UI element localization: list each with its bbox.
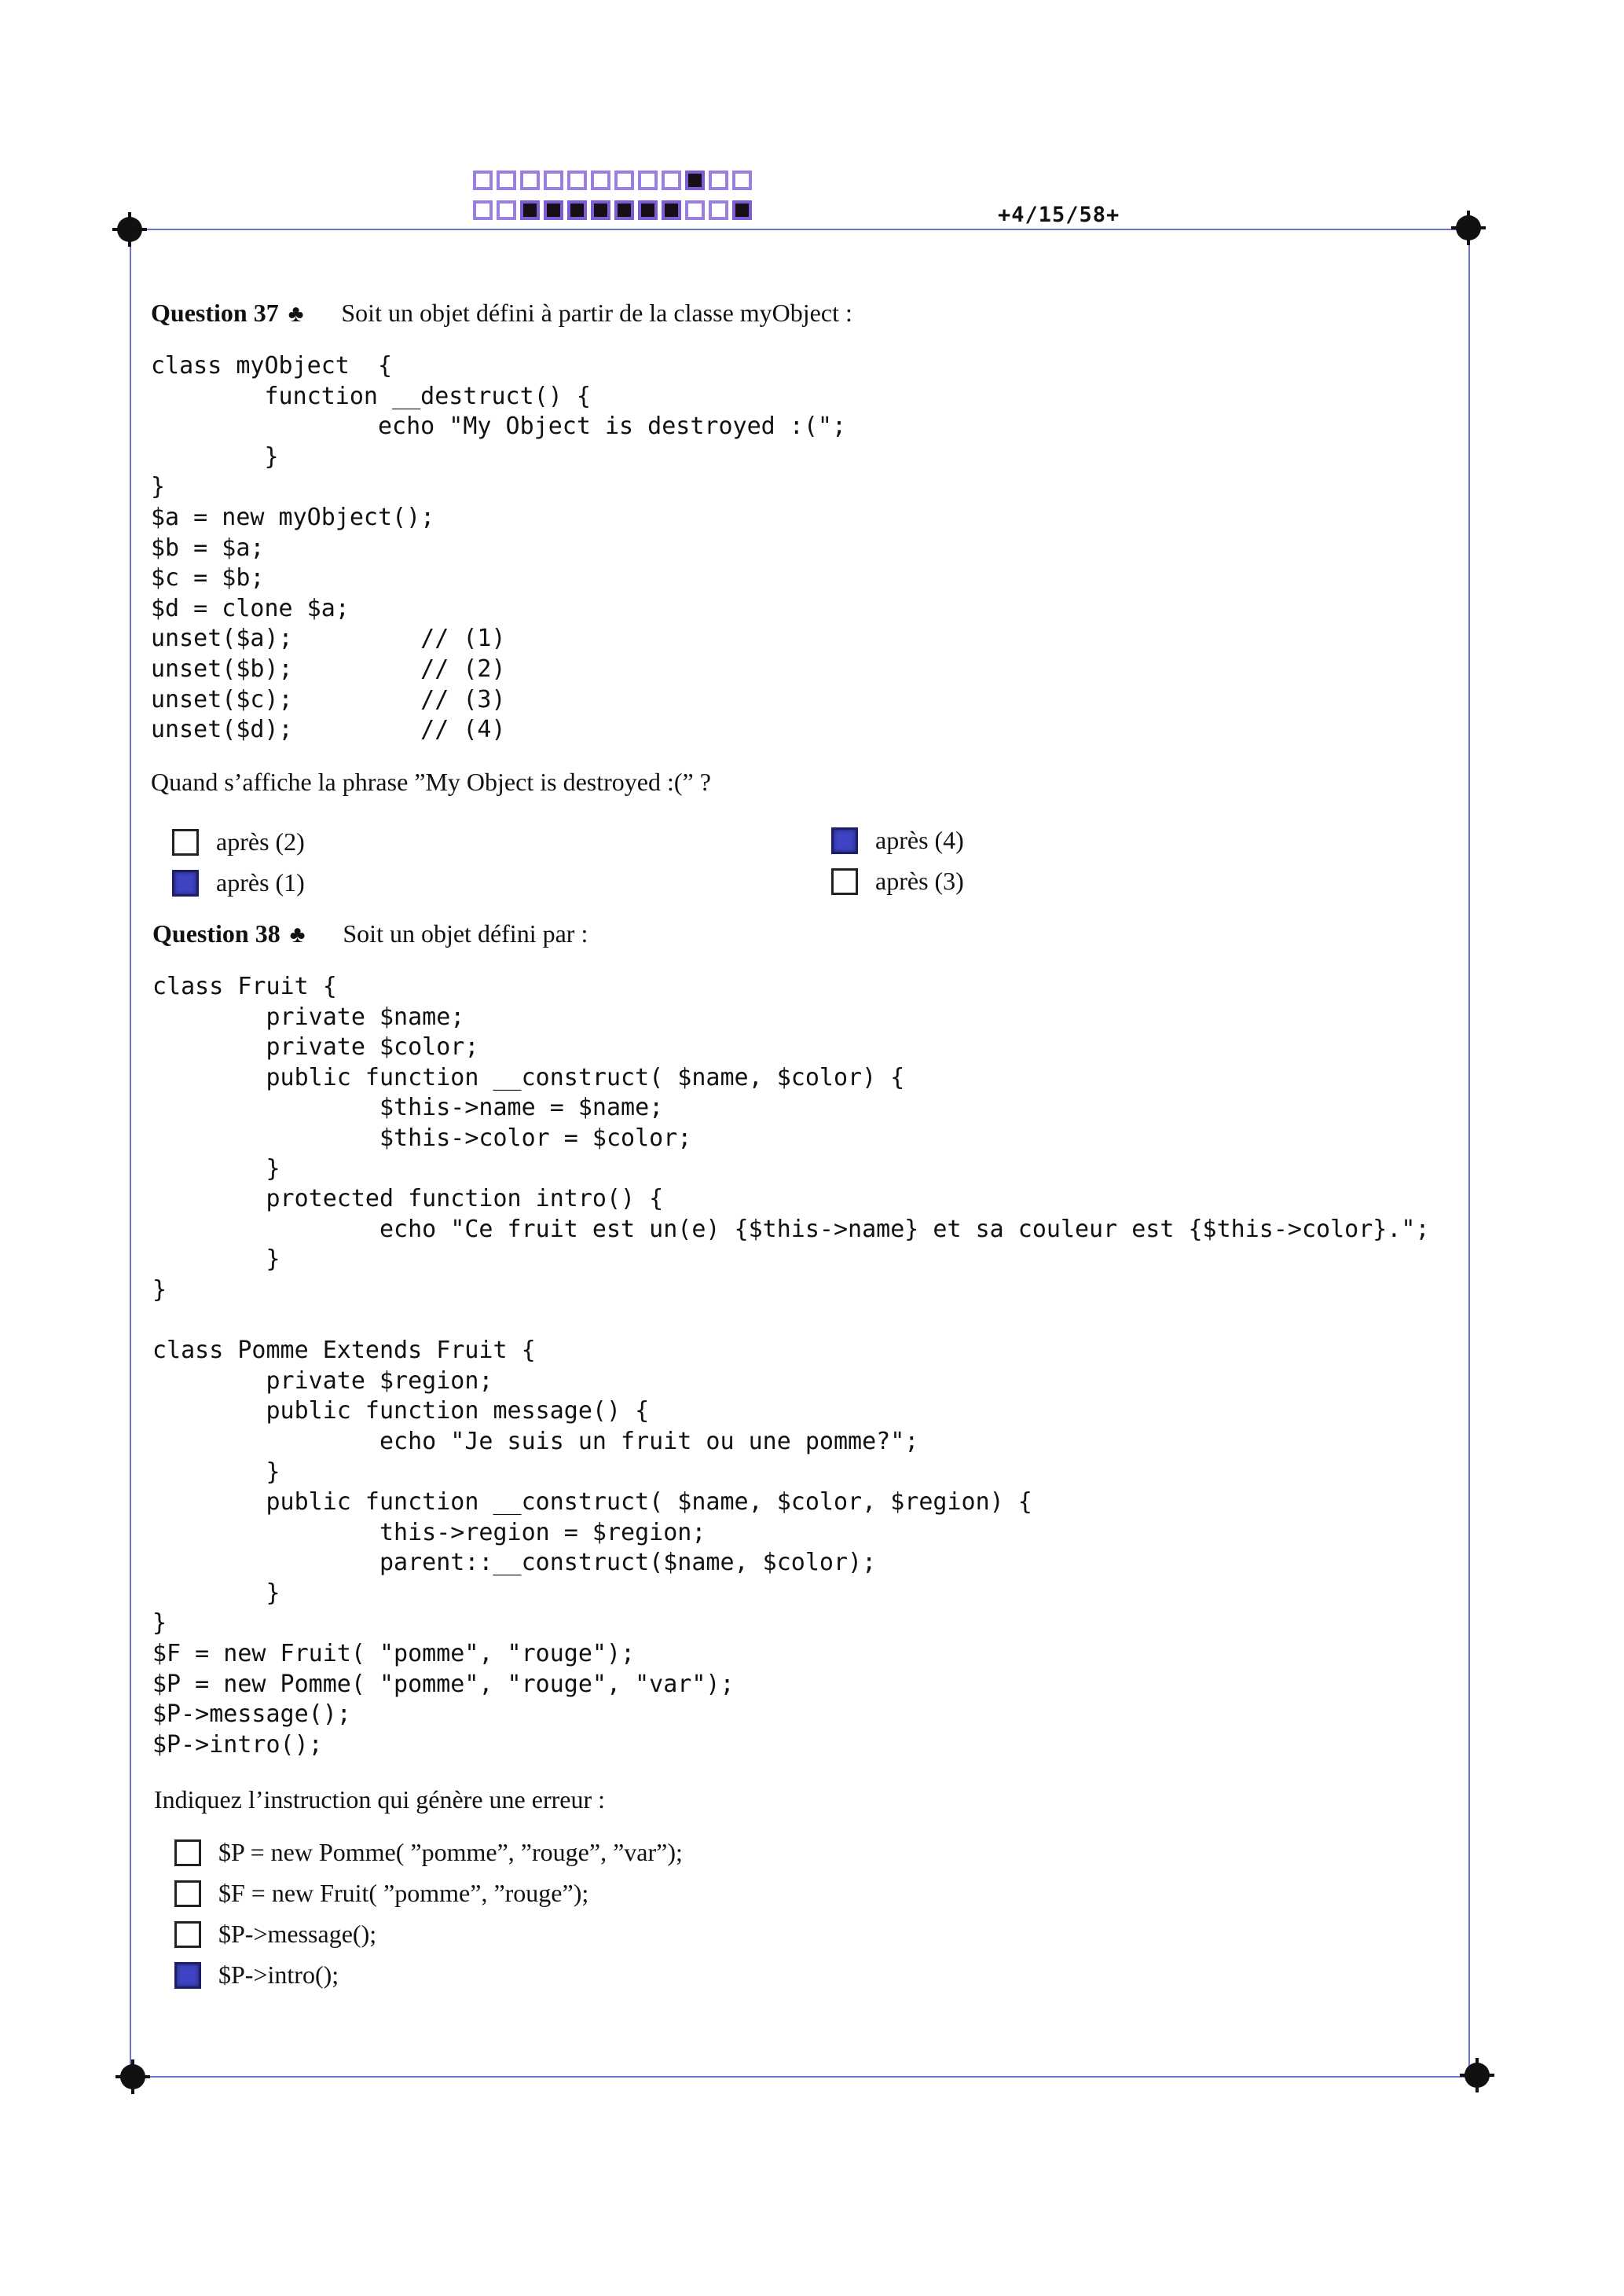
club-icon: ♣	[288, 301, 304, 327]
question-37-code: class myObject { function __destruct() { echo "My Object is destroyed :("; } } $a = new myObject(); $b = $a; $c = $b; $d = clone $a; unset($a); // (1) unset($b); // (2) unset($c); // (3) unset($d); // (4)	[151, 352, 847, 744]
code-cell-filled	[591, 200, 610, 220]
code-cell-filled	[732, 200, 752, 220]
code-cell-filled	[638, 200, 658, 220]
q38-answer-1[interactable]	[174, 1838, 683, 1867]
club-icon: ♣	[289, 922, 306, 948]
code-cell-empty	[662, 171, 681, 190]
code-cell-empty	[497, 171, 516, 190]
answer-label: $P->intro();	[218, 1960, 339, 1989]
registration-mark-bottom-left	[120, 2064, 145, 2089]
checkbox[interactable]	[174, 1880, 201, 1907]
code-cell-empty	[591, 171, 610, 190]
registration-mark-bottom-right	[1465, 2063, 1490, 2088]
question-38-heading	[152, 919, 588, 948]
id-code-row-2	[473, 200, 756, 220]
code-cell-empty	[638, 171, 658, 190]
answer-label: après (2)	[216, 827, 305, 856]
answer-label: après (4)	[875, 826, 964, 854]
code-cell-filled	[662, 200, 681, 220]
frame-bottom	[132, 2076, 1477, 2078]
answer-label: après (3)	[875, 867, 964, 895]
id-code-row-1	[473, 171, 756, 190]
checkbox-checked[interactable]	[172, 870, 199, 897]
checkbox-checked[interactable]	[831, 827, 858, 854]
code-cell-empty	[567, 171, 587, 190]
question-38-prompt: Indiquez l’instruction qui génère une erreur :	[154, 1785, 605, 1814]
checkbox[interactable]	[172, 829, 199, 856]
code-cell-empty	[709, 200, 728, 220]
q37-answer-4[interactable]	[831, 867, 964, 896]
page-id: +4/15/58+	[998, 203, 1120, 227]
code-cell-empty	[685, 200, 705, 220]
answer-label: $F = new Fruit( ”pomme”, ”rouge”);	[218, 1879, 589, 1907]
q37-answer-3[interactable]	[831, 826, 964, 855]
checkbox[interactable]	[174, 1839, 201, 1866]
checkbox[interactable]	[831, 868, 858, 895]
code-cell-filled	[567, 200, 587, 220]
answer-label: après (1)	[216, 868, 305, 897]
question-37-prompt: Quand s’affiche la phrase ”My Object is destroyed :(” ?	[151, 768, 711, 796]
code-cell-filled	[685, 171, 705, 190]
q37-answer-2[interactable]	[172, 868, 305, 897]
question-text: Soit un objet défini par :	[343, 919, 588, 948]
question-number: Question 37	[151, 299, 279, 327]
code-cell-empty	[520, 171, 540, 190]
frame-right	[1468, 229, 1470, 2077]
registration-mark-top-right	[1456, 215, 1481, 240]
frame-top	[130, 229, 1470, 230]
question-37-heading	[151, 299, 852, 328]
code-cell-empty	[473, 171, 493, 190]
frame-left	[130, 229, 131, 2077]
answer-label: $P = new Pomme( ”pomme”, ”rouge”, ”var”);	[218, 1838, 683, 1866]
code-cell-filled	[614, 200, 634, 220]
question-text: Soit un objet défini à partir de la classe myObject :	[341, 299, 852, 327]
q37-answer-1[interactable]	[172, 827, 305, 856]
checkbox[interactable]	[174, 1921, 201, 1948]
code-cell-empty	[732, 171, 752, 190]
code-cell-empty	[497, 200, 516, 220]
q38-answer-3[interactable]	[174, 1920, 376, 1949]
checkbox-checked[interactable]	[174, 1962, 201, 1989]
q38-answer-2[interactable]	[174, 1879, 588, 1908]
code-cell-empty	[473, 200, 493, 220]
q38-answer-4[interactable]	[174, 1960, 339, 1990]
code-cell-filled	[544, 200, 563, 220]
answer-label: $P->message();	[218, 1920, 377, 1948]
registration-mark-top-left	[117, 217, 142, 242]
code-cell-empty	[544, 171, 563, 190]
code-cell-filled	[520, 200, 540, 220]
code-cell-empty	[614, 171, 634, 190]
code-cell-empty	[709, 171, 728, 190]
question-38-code: class Fruit { private $name; private $color; public function __construct( $name, $color) { $this->name = $name; $this->color = $color; } protected function intro() { echo "Ce fruit est un(e) {$this->name} et sa couleur est {$this->color}."; } } class Pomme Extends Fruit { private $region; public function message() { echo "Je suis un fruit ou une pomme?"; } public function __construct( $name, $color, $region) { this->region = $region; parent::__construct($name, $color); } } $F = new Fruit( "pomme", "rouge"); $P = new Pomme( "pomme", "rouge", "var"); $P->message(); $P->intro();	[152, 973, 1430, 1759]
question-number: Question 38	[152, 919, 280, 948]
